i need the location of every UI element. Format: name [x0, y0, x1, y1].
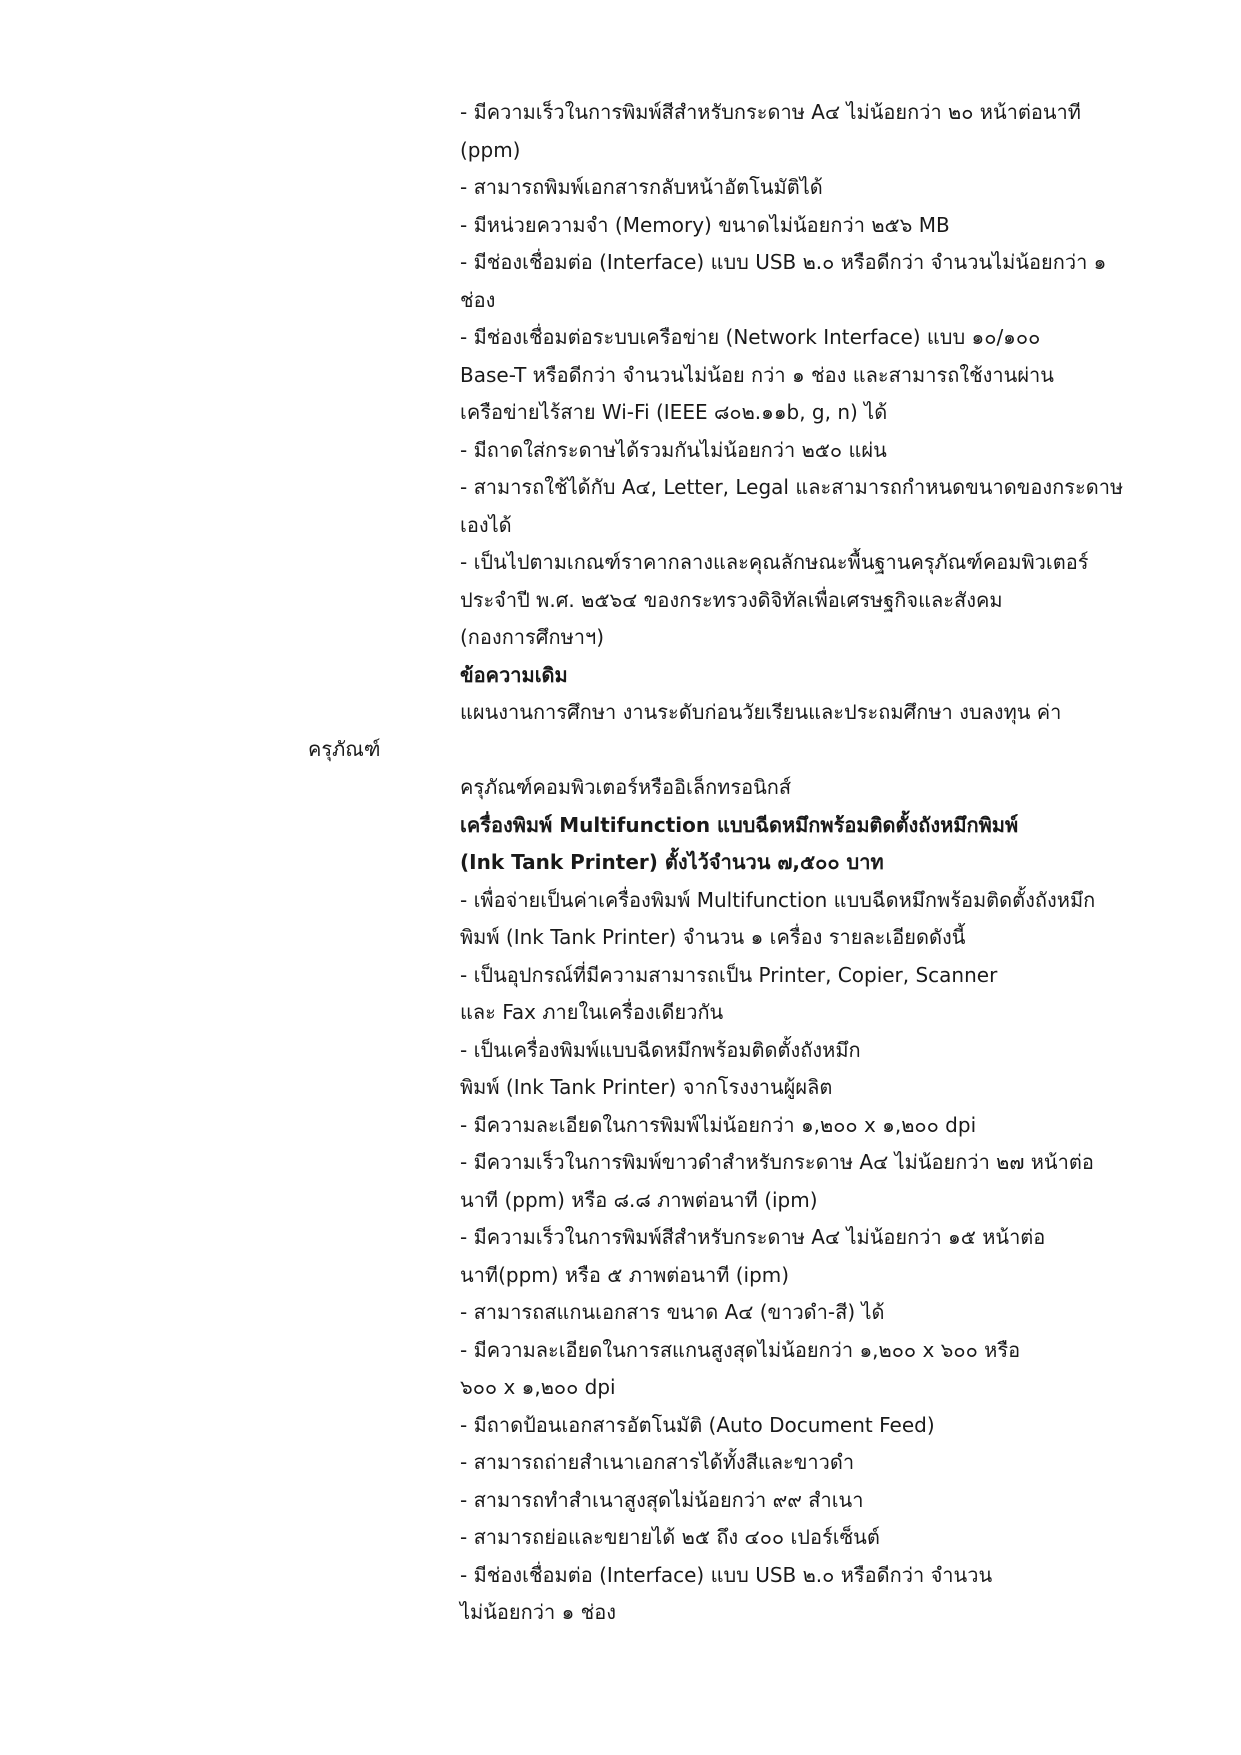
- text-line: ช่อง: [460, 287, 496, 312]
- text-line: - มีหน่วยความจำ (Memory) ขนาดไม่น้อยกว่า ๒๕๖ MB: [460, 212, 950, 237]
- text-line: [460, 732, 1160, 770]
- text-line: - สามารถใช้ได้กับ A๔, Letter, Legal และสามารถกำหนดขนาดของกระดาษ: [460, 475, 1124, 499]
- text-line: - มีถาดใส่กระดาษได้รวมกันไม่น้อยกว่า ๒๕๐ แผ่น: [460, 437, 887, 462]
- text-line: ประจำปี พ.ศ. ๒๕๖๔ ของกระทรวงดิจิทัลเพื่อเศรษฐกิจและสังคม: [460, 587, 1003, 612]
- bold-text-line: ข้อความเดิม: [460, 662, 568, 687]
- text-line: - มีความเร็วในการพิมพ์สีสำหรับกระดาษ A๔ ไม่น้อยกว่า ๒๐ หน้าต่อนาที: [460, 100, 1081, 124]
- text-line: - สามารถทำสำเนาสูงสุดไม่น้อยกว่า ๙๙ สำเนา: [460, 1487, 864, 1512]
- text-line: - มีความละเอียดในการพิมพ์ไม่น้อยกว่า ๑,๒๐๐ x ๑,๒๐๐ dpi: [460, 1112, 977, 1137]
- text-line: และ Fax ภายในเครื่องเดียวกัน: [460, 1000, 724, 1024]
- text-line: (กองการศึกษาฯ): [460, 625, 605, 649]
- text-line: - มีช่องเชื่อมต่อ (Interface) แบบ USB ๒.๐ หรือดีกว่า จำนวน: [460, 1562, 993, 1587]
- text-line: - เป็นไปตามเกณฑ์ราคากลางและคุณลักษณะพื้นฐานครุภัณฑ์คอมพิวเตอร์: [460, 550, 1089, 574]
- text-line: - สามารถย่อและขยายได้ ๒๕ ถึง ๔๐๐ เปอร์เซ็นต์: [460, 1525, 880, 1549]
- text-line: - มีถาดป้อนเอกสารอัตโนมัติ (Auto Document Feed): [460, 1412, 935, 1437]
- text-line: เครือข่ายไร้สาย Wi-Fi (IEEE ๘๐๒.๑๑b, g, n) ได้: [460, 400, 888, 424]
- text-line: นาที (ppm) หรือ ๘.๘ ภาพต่อนาที (ipm): [460, 1187, 818, 1212]
- text-line: Base-T หรือดีกว่า จำนวนไม่น้อย กว่า ๑ ช่อง และสามารถใช้งานผ่าน: [460, 362, 1054, 387]
- text-line: - เป็นอุปกรณ์ที่มีความสามารถเป็น Printer, Copier, Scanner: [460, 962, 998, 987]
- text-line: - มีความเร็วในการพิมพ์ขาวดำสำหรับกระดาษ A๔ ไม่น้อยกว่า ๒๗ หน้าต่อ: [460, 1150, 1094, 1174]
- text-line: นาที(ppm) หรือ ๕ ภาพต่อนาที (ipm): [460, 1262, 790, 1287]
- text-line: - เป็นเครื่องพิมพ์แบบฉีดหมึกพร้อมติดตั้งถังหมึก: [460, 1037, 861, 1062]
- text-line: - สามารถถ่ายสำเนาเอกสารได้ทั้งสีและขาวดำ: [460, 1450, 855, 1474]
- text-line: - มีความละเอียดในการสแกนสูงสุดไม่น้อยกว่า ๑,๒๐๐ x ๖๐๐ หรือ: [460, 1337, 1021, 1362]
- text-line: - มีความเร็วในการพิมพ์สีสำหรับกระดาษ A๔ ไม่น้อยกว่า ๑๕ หน้าต่อ: [460, 1225, 1046, 1249]
- text-line: - สามารถพิมพ์เอกสารกลับหน้าอัตโนมัติได้: [460, 175, 823, 199]
- text-line: แผนงานการศึกษา งานระดับก่อนวัยเรียนและประถมศึกษา งบลงทุน ค่า: [460, 700, 1062, 724]
- text-line: ๖๐๐ x ๑,๒๐๐ dpi: [460, 1375, 616, 1399]
- continuation-word: ครุภัณฑ์: [308, 737, 381, 761]
- text-line: - มีช่องเชื่อมต่อระบบเครือข่าย (Network Interface) แบบ ๑๐/๑๐๐: [460, 325, 1041, 349]
- document-body: [460, 94, 1160, 1632]
- text-line: ครุภัณฑ์คอมพิวเตอร์หรืออิเล็กทรอนิกส์: [460, 775, 792, 799]
- text-line: พิมพ์ (Ink Tank Printer) จำนวน ๑ เครื่อง รายละเอียดดังนี้: [460, 925, 966, 949]
- text-line: (ppm): [460, 137, 521, 162]
- text-line: - เพื่อจ่ายเป็นค่าเครื่องพิมพ์ Multifunction แบบฉีดหมึกพร้อมติดตั้งถังหมึก: [460, 887, 1096, 912]
- text-line: ไม่น้อยกว่า ๑ ช่อง: [460, 1600, 616, 1624]
- bold-text-line: (Ink Tank Printer) ตั้งไว้จำนวน ๗,๕๐๐ บาท: [460, 850, 884, 874]
- text-line: - มีช่องเชื่อมต่อ (Interface) แบบ USB ๒.๐ หรือดีกว่า จำนวนไม่น้อยกว่า ๑: [460, 250, 1107, 274]
- text-line: เองได้: [460, 512, 512, 537]
- text-line: - สามารถสแกนเอกสาร ขนาด A๔ (ขาวดำ-สี) ได้: [460, 1300, 885, 1324]
- text-line: พิมพ์ (Ink Tank Printer) จากโรงงานผู้ผลิต: [460, 1075, 833, 1099]
- bold-text-line: เครื่องพิมพ์ Multifunction แบบฉีดหมึกพร้อมติดตั้งถังหมึกพิมพ์: [460, 812, 1019, 837]
